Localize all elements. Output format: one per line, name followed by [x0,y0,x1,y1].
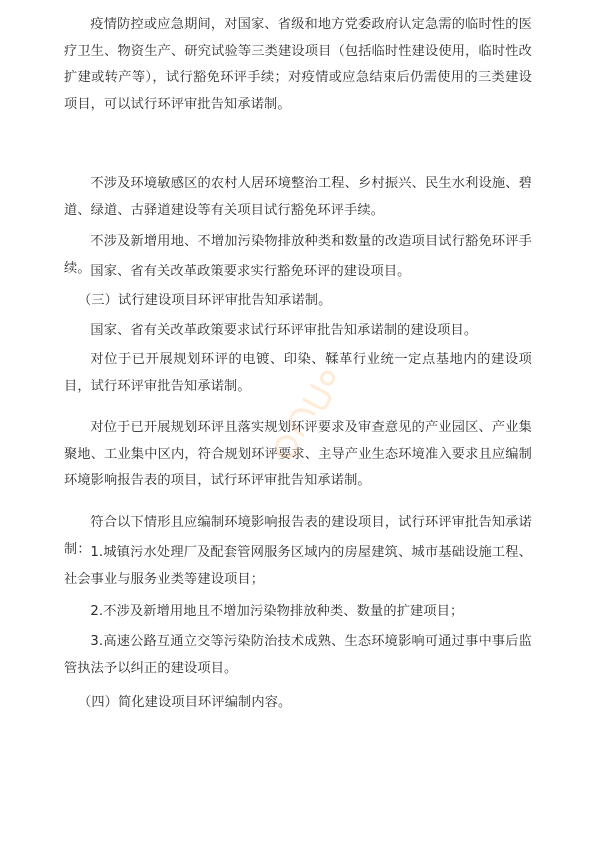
paragraph-conditions-intro: 符合以下情形且应编制环境影响报告表的建设项目，试行环评审批告知承诺制： [64,515,532,557]
paragraph-condition-3: 3.高速公路互通立交等污染防治技术成熟、生态环境影响可通过事中事后监管执法予以纠正的建设项目。 [64,634,532,676]
paragraph-renovation-exemption: 不涉及新增用地、不增加污染物排放种类和数量的改造项目试行豁免环评手续。 [64,234,532,276]
paragraph-rural-exemption: 不涉及环境敏感区的农村人居环境整治工程、乡村振兴、民生水利设施、碧道、绿道、古驿道建设等有关项目试行豁免环评手续。 [64,176,532,218]
section-heading-3: （三）试行建设项目环评审批告知承诺制。 [78,293,332,308]
paragraph-condition-2: 2.不涉及新增用地且不增加污染物排放种类、数量的扩建项目； [90,604,464,619]
paragraph-plating-base: 对位于已开展规划环评的电镀、印染、鞣革行业统一定点基地内的建设项目，试行环评审批告知承诺制。 [64,352,532,394]
paragraph-industrial-park: 对位于已开展规划环评且落实规划环评要求及审查意见的产业园区、产业集聚地、工业集中区内，符合规划环评要求、主导产业生态环境准入要求且应编制环境影响报告表的项目，试行环评审批告知承诺制。 [64,420,532,488]
paragraph-condition-1: 1.城镇污水处理厂及配套管网服务区域内的房屋建筑、城市基础设施工程、社会事业与服务业类等建设项目； [64,545,532,587]
paragraph-epidemic-exemption: 疫情防控或应急期间，对国家、省级和地方党委政府认定急需的临时性的医疗卫生、物资生产、研究试验等三类建设项目（包括临时性建设使用，临时性改扩建或转产等），试行豁免环评手续；对疫情或应急结束后仍需使用的三类建设项目，可以试行环评审批告知承诺制。 [64,17,532,112]
section-heading-4: （四）简化建设项目环评编制内容。 [78,695,292,710]
paragraph-policy-commitment: 国家、省有关改革政策要求试行环评审批告知承诺制的建设项目。 [90,323,478,338]
paragraph-policy-exemption: 国家、省有关改革政策要求实行豁免环评的建设项目。 [90,264,411,279]
